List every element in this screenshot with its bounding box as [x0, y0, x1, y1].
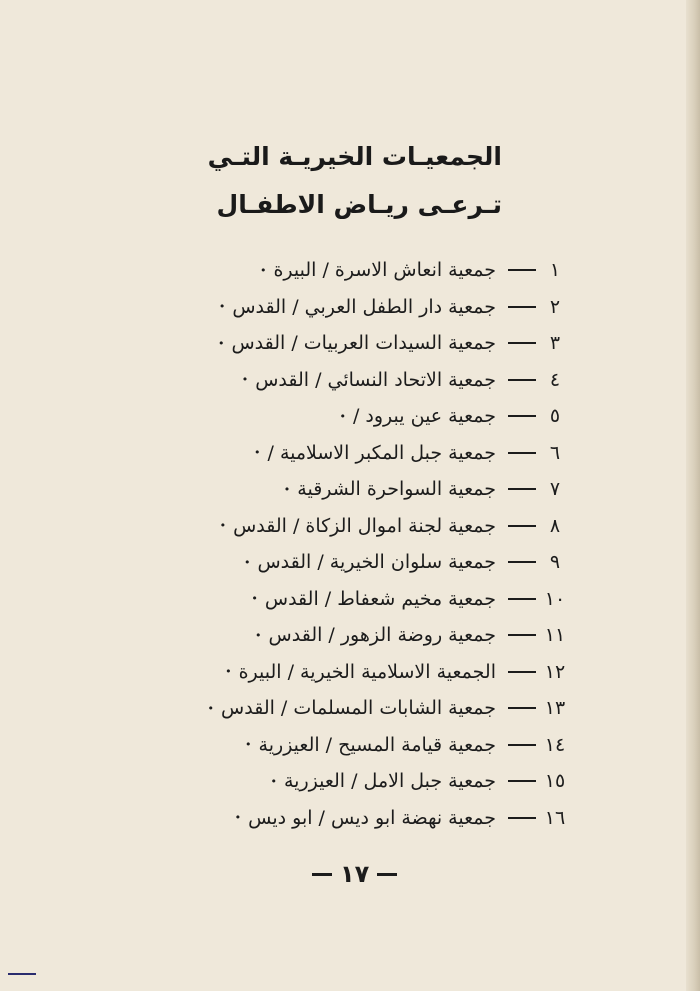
- title-line-2: تـرعـى ريـاض الاطفـال: [216, 190, 502, 219]
- bullet-icon: •: [339, 409, 346, 423]
- dash: [508, 744, 536, 746]
- list-item: [108, 763, 568, 800]
- list-item: [108, 325, 568, 362]
- page-number-dash-left: [312, 873, 332, 876]
- item-text: جمعية سلوان الخيرية / القدس: [257, 551, 496, 574]
- item-number: ٢: [549, 295, 561, 318]
- page-number-value: ١٧: [340, 860, 370, 888]
- page-number: [304, 860, 405, 888]
- item-number: ٥: [549, 405, 561, 428]
- page-edge: [686, 0, 700, 991]
- item-text: جمعية قيامة المسيح / العيزرية: [258, 733, 496, 756]
- bullet-icon: •: [270, 774, 277, 788]
- bullet-icon: •: [207, 701, 215, 715]
- item-number: ٤: [549, 368, 561, 391]
- item-number: ٩: [549, 551, 561, 574]
- dash: [508, 488, 536, 490]
- item-number: ١٦: [544, 806, 566, 829]
- item-number: ١٥: [544, 770, 566, 793]
- item-number: ١: [549, 259, 561, 282]
- dash: [508, 634, 536, 636]
- list-item: [108, 435, 568, 472]
- bullet-icon: •: [259, 263, 267, 277]
- dash: [508, 707, 536, 709]
- item-number: ١٤: [544, 733, 566, 756]
- item-text: جمعية الشابات المسلمات / القدس: [221, 697, 496, 720]
- item-text: جمعية جبل الامل / العيزرية: [283, 770, 496, 793]
- dash: [508, 342, 536, 344]
- item-text: جمعية لجنة اموال الزكاة / القدس: [233, 514, 496, 537]
- dash: [508, 561, 536, 563]
- bullet-icon: •: [255, 628, 262, 642]
- item-text: جمعية روضة الزهور / القدس: [268, 624, 496, 647]
- page-number-dash-right: [377, 873, 397, 876]
- item-number: ٧: [549, 478, 561, 501]
- bullet-icon: •: [243, 555, 251, 569]
- bullet-icon: •: [254, 446, 261, 460]
- item-number: ١٣: [544, 697, 566, 720]
- bullet-icon: •: [241, 373, 249, 387]
- bullet-icon: •: [219, 519, 227, 533]
- item-text: جمعية انعاش الاسرة / البيرة: [273, 259, 496, 282]
- dash: [508, 817, 536, 819]
- dash: [508, 598, 536, 600]
- bullet-icon: •: [218, 300, 226, 314]
- list-item: [108, 727, 568, 764]
- item-number: ٨: [549, 514, 561, 537]
- list-item: [108, 508, 568, 545]
- bullet-icon: •: [217, 336, 225, 350]
- bullet-icon: •: [245, 738, 252, 752]
- dash: [508, 269, 536, 271]
- dash: [508, 525, 536, 527]
- item-number: ١٠: [544, 587, 566, 610]
- bullet-icon: •: [251, 592, 258, 606]
- item-text: جمعية السواحرة الشرقية: [297, 478, 496, 501]
- dash: [508, 452, 536, 454]
- item-text: جمعية السيدات العربيات / القدس: [231, 332, 496, 355]
- list-item: [108, 252, 568, 289]
- list-item: [108, 690, 568, 727]
- dash: [508, 780, 536, 782]
- title-line-1: الجمعيـات الخيريـة التـي: [207, 142, 502, 171]
- item-number: ١٢: [544, 660, 566, 683]
- bullet-icon: •: [283, 482, 291, 496]
- bullet-icon: •: [225, 665, 232, 679]
- list-item: [108, 362, 568, 399]
- list-item: [108, 289, 568, 326]
- list-item: [108, 471, 568, 508]
- item-text: جمعية جبل المكبر الاسلامية /: [267, 441, 496, 464]
- societies-list: [108, 252, 568, 836]
- item-text: الجمعية الاسلامية الخيرية / البيرة: [238, 660, 496, 683]
- item-text: جمعية الاتحاد النسائي / القدس: [255, 368, 496, 391]
- dash: [508, 671, 536, 673]
- item-number: ٦: [549, 441, 561, 464]
- list-item: [108, 654, 568, 691]
- item-number: ٣: [549, 332, 561, 355]
- dash: [508, 306, 536, 308]
- list-item: [108, 398, 568, 435]
- item-text: جمعية نهضة ابو ديس / ابو ديس: [248, 806, 496, 829]
- bottom-edge-mark: [8, 973, 36, 975]
- list-item: [108, 544, 568, 581]
- item-text: جمعية مخيم شعفاط / القدس: [264, 587, 496, 610]
- list-item: [108, 581, 568, 618]
- bullet-icon: •: [234, 811, 242, 825]
- item-text: جمعية عين يبرود /: [352, 405, 496, 428]
- list-item: [108, 800, 568, 837]
- item-text: جمعية دار الطفل العربي / القدس: [232, 295, 496, 318]
- list-item: [108, 617, 568, 654]
- item-number: ١١: [544, 624, 566, 647]
- dash: [508, 379, 536, 381]
- dash: [508, 415, 536, 417]
